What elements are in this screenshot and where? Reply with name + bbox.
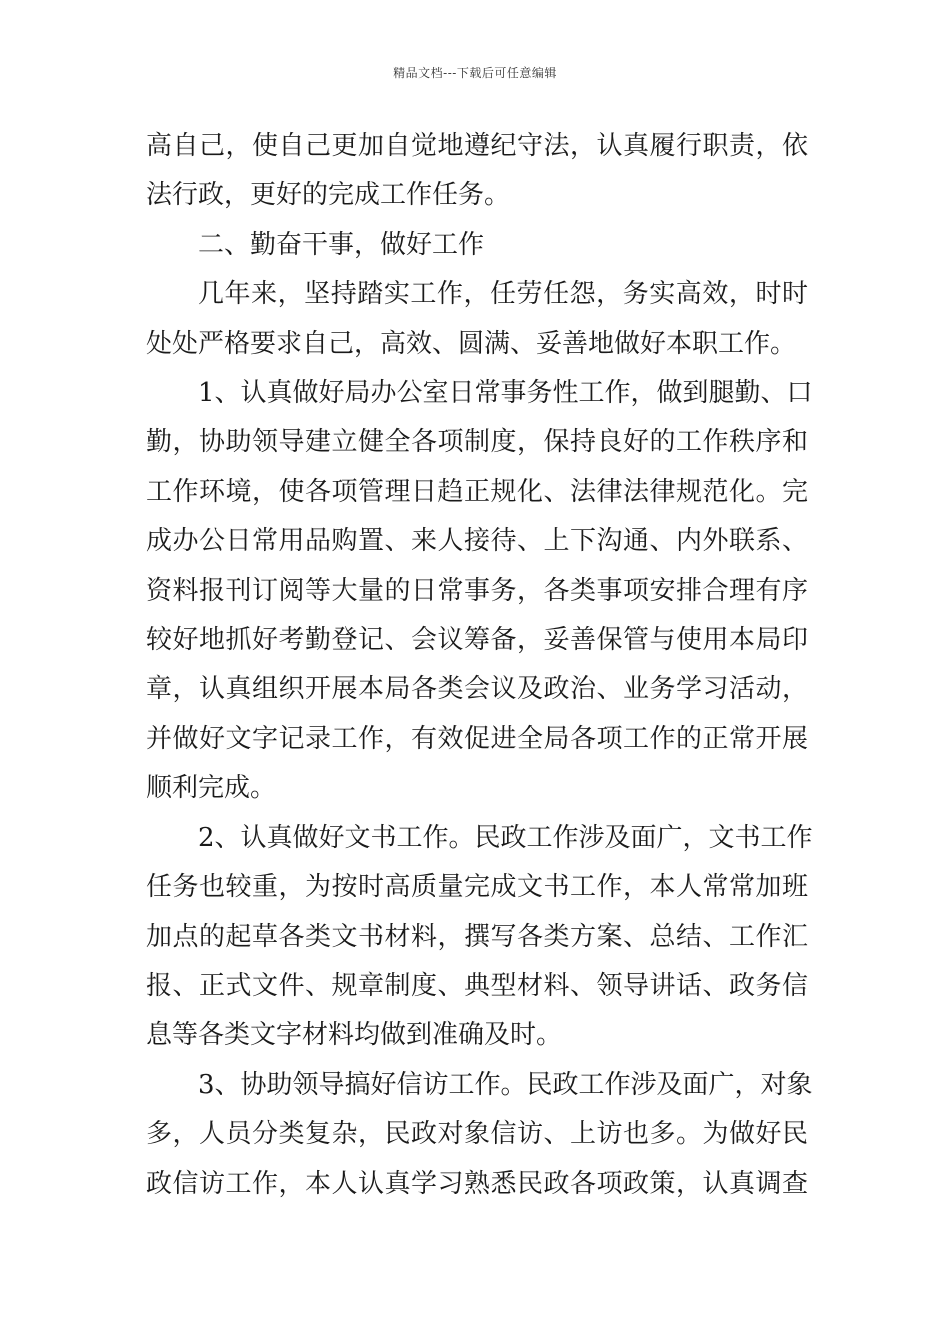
text-line: 1、认真做好局办公室日常事务性工作，做到腿勤、口 [198, 378, 813, 409]
text-line: 2、认真做好文书工作。民政工作涉及面广，文书工作 [198, 822, 813, 853]
text-line: 多，人员分类复杂，民政对象信访、上访也多。为做好民 [146, 1119, 808, 1150]
text-line: 3、协助领导搞好信访工作。民政工作涉及面广，对象 [198, 1069, 813, 1100]
paragraph [146, 369, 813, 814]
text-line: 勤，协助领导建立健全各项制度，保持良好的工作秩序和 [146, 427, 808, 458]
text-line: 息等各类文字材料均做到准确及时。 [146, 1020, 563, 1051]
paragraph [146, 270, 808, 369]
text-line: 工作环境，使各项管理日趋正规化、法律法律规范化。完 [146, 476, 808, 507]
text-line: 法行政，更好的完成工作任务。 [146, 180, 511, 211]
text-line: 章，认真组织开展本局各类会议及政治、业务学习活动， [146, 674, 808, 705]
paragraph [146, 1061, 813, 1209]
text-line: 几年来，坚持踏实工作，任劳任怨，务实高效，时时 [198, 279, 808, 310]
text-line: 资料报刊订阅等大量的日常事务，各类事项安排合理有序 [146, 575, 808, 606]
page-header: 精品文档---下载后可任意编辑 [393, 66, 557, 80]
text-line: 较好地抓好考勤登记、会议筹备，妥善保管与使用本局印 [146, 625, 808, 656]
heading-line: 二、勤奋干事，做好工作 [198, 229, 485, 260]
text-line: 报、正式文件、规章制度、典型材料、领导讲话、政务信 [146, 970, 808, 1001]
text-line: 高自己，使自己更加自觉地遵纪守法，认真履行职责，依 [146, 131, 808, 161]
document-body [146, 122, 813, 1209]
section-heading [146, 221, 808, 270]
text-line: 并做好文字记录工作，有效促进全局各项工作的正常开展 [146, 723, 808, 754]
paragraph [146, 814, 813, 1061]
text-line: 顺利完成。 [146, 773, 277, 804]
paragraph-continuation [146, 122, 808, 221]
text-line: 处处严格要求自己，高效、圆满、妥善地做好本职工作。 [146, 328, 797, 359]
text-line: 政信访工作，本人认真学习熟悉民政各项政策，认真调查 [146, 1168, 808, 1199]
text-line: 成办公日常用品购置、来人接待、上下沟通、内外联系、 [146, 526, 808, 557]
text-line: 任务也较重，为按时高质量完成文书工作，本人常常加班 [146, 872, 808, 903]
text-line: 加点的起草各类文书材料，撰写各类方案、总结、工作汇 [146, 921, 808, 952]
